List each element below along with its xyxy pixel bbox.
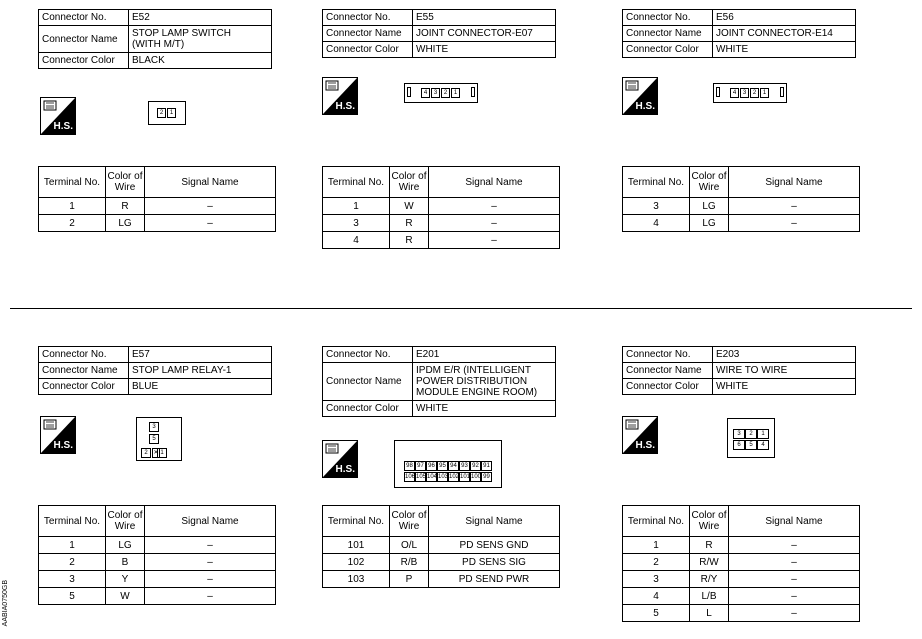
column-header: Terminal No.	[39, 167, 106, 198]
table-cell: R	[106, 198, 145, 215]
pin: 100	[471, 474, 482, 480]
pin: 96	[426, 461, 437, 471]
connector-info-table	[622, 346, 856, 395]
info-key: Connector Color	[323, 42, 413, 58]
info-row	[323, 401, 556, 417]
table-cell: 2	[39, 215, 106, 232]
info-key: Connector Name	[39, 26, 129, 53]
table-cell: R	[690, 537, 729, 554]
pin: 93	[459, 461, 470, 471]
figure-code: AABIA0750GB	[2, 580, 9, 627]
info-value: WHITE	[713, 42, 856, 58]
column-header: Terminal No.	[323, 167, 390, 198]
table-cell: 5	[39, 588, 106, 605]
column-header: Signal Name	[729, 506, 860, 537]
harness-side-icon	[322, 440, 358, 478]
table-cell: LG	[690, 198, 729, 215]
table-cell: 4	[623, 588, 690, 605]
table-cell: PD SEND PWR	[429, 571, 560, 588]
connector-info-table	[38, 346, 272, 395]
info-value: E55	[413, 10, 556, 26]
info-value: E203	[713, 347, 856, 363]
pin: 97	[415, 461, 426, 471]
hs-label: H.S.	[53, 121, 73, 132]
info-row	[39, 53, 272, 69]
pin: 2	[441, 88, 450, 98]
harness-side-icon	[40, 97, 76, 135]
terminal-table	[322, 166, 560, 249]
table-cell: 103	[323, 571, 390, 588]
pin: 4	[730, 88, 739, 98]
table-row	[39, 571, 276, 588]
column-header: Terminal No.	[323, 506, 390, 537]
info-row	[323, 10, 556, 26]
pin: 92	[470, 461, 481, 471]
info-value: JOINT CONNECTOR-E14	[713, 26, 856, 42]
column-header: Terminal No.	[623, 167, 690, 198]
harness-side-icon	[40, 416, 76, 454]
connector-face	[136, 417, 182, 461]
table-cell: LG	[106, 537, 145, 554]
table-cell: –	[729, 588, 860, 605]
connector-info-table	[322, 9, 556, 58]
table-row	[323, 554, 560, 571]
table-cell: 1	[39, 537, 106, 554]
terminal-table	[38, 166, 276, 232]
info-key: Connector Color	[39, 53, 129, 69]
column-header: Signal Name	[429, 167, 560, 198]
table-cell: 5	[623, 605, 690, 622]
table-cell: –	[729, 537, 860, 554]
info-row	[323, 347, 556, 363]
table-cell: 1	[323, 198, 390, 215]
info-key: Connector No.	[39, 347, 129, 363]
info-row	[623, 26, 856, 42]
pin: 2	[750, 88, 759, 98]
info-key: Connector Name	[323, 26, 413, 42]
table-row	[39, 537, 276, 554]
info-value: WHITE	[413, 401, 556, 417]
terminal-header-row	[323, 506, 560, 537]
info-value: BLACK	[129, 53, 272, 69]
table-cell: R	[390, 232, 429, 249]
harness-side-icon	[622, 416, 658, 454]
table-cell: –	[145, 198, 276, 215]
table-cell: PD SENS GND	[429, 537, 560, 554]
info-value: STOP LAMP RELAY-1	[129, 363, 272, 379]
info-row	[39, 379, 272, 395]
table-cell: R/B	[390, 554, 429, 571]
table-cell: 3	[623, 198, 690, 215]
pin: 1	[451, 88, 460, 98]
table-cell: –	[729, 554, 860, 571]
info-row	[39, 363, 272, 379]
pin: 2	[745, 429, 757, 439]
info-key: Connector No.	[323, 347, 413, 363]
info-key: Connector Color	[623, 379, 713, 395]
pin: 1	[757, 429, 769, 439]
hs-label: H.S.	[335, 101, 355, 112]
connector-info-table	[322, 346, 556, 417]
connector-face	[727, 418, 775, 458]
pin: 3	[740, 88, 749, 98]
table-cell: P	[390, 571, 429, 588]
pin: 101	[460, 474, 471, 480]
info-value: E201	[413, 347, 556, 363]
latch	[471, 87, 475, 97]
table-row	[39, 215, 276, 232]
hs-label: H.S.	[53, 440, 73, 451]
info-value: E56	[713, 10, 856, 26]
info-row	[39, 347, 272, 363]
table-cell: L/B	[690, 588, 729, 605]
terminal-table	[38, 505, 276, 605]
table-row	[323, 537, 560, 554]
table-cell: R/Y	[690, 571, 729, 588]
info-row	[323, 26, 556, 42]
connector-info-table	[38, 9, 272, 69]
connector-face	[713, 83, 787, 103]
table-row	[623, 198, 860, 215]
connector-face	[404, 83, 478, 103]
pin: 4	[757, 440, 769, 450]
info-key: Connector Color	[623, 42, 713, 58]
info-key: Connector Name	[623, 26, 713, 42]
info-key: Connector No.	[623, 10, 713, 26]
table-cell: R	[390, 215, 429, 232]
column-header: Signal Name	[145, 506, 276, 537]
latch	[407, 87, 411, 97]
pin: 2	[157, 108, 166, 118]
pin: 2	[141, 448, 151, 458]
table-cell: L	[690, 605, 729, 622]
table-row	[623, 215, 860, 232]
table-cell: PD SENS SIG	[429, 554, 560, 571]
column-header: Color of Wire	[390, 506, 429, 537]
pin: 3	[431, 88, 440, 98]
table-cell: W	[106, 588, 145, 605]
pin: 103	[438, 474, 449, 480]
table-cell: R/W	[690, 554, 729, 571]
info-value: STOP LAMP SWITCH (WITH M/T)	[129, 26, 272, 53]
pin: 91	[481, 461, 492, 471]
column-header: Terminal No.	[39, 506, 106, 537]
info-row	[623, 379, 856, 395]
table-row	[623, 605, 860, 622]
info-value: WHITE	[413, 42, 556, 58]
table-row	[323, 215, 560, 232]
table-cell: –	[729, 198, 860, 215]
column-header: Signal Name	[429, 506, 560, 537]
blank-cavity: ✕	[153, 450, 159, 456]
pin: 5	[149, 434, 159, 444]
table-cell: 3	[623, 571, 690, 588]
info-row	[39, 26, 272, 53]
table-cell: 4	[323, 232, 390, 249]
table-cell: 101	[323, 537, 390, 554]
terminal-table	[622, 505, 860, 622]
info-value: IPDM E/R (INTELLIGENT POWER DISTRIBUTION MODULE ENGINE ROOM)	[413, 363, 556, 401]
latch	[780, 87, 784, 97]
info-row	[623, 42, 856, 58]
pin: 1	[760, 88, 769, 98]
terminal-header-row	[623, 506, 860, 537]
table-cell: –	[729, 571, 860, 588]
info-key: Connector Name	[623, 363, 713, 379]
table-row	[623, 588, 860, 605]
info-value: WHITE	[713, 379, 856, 395]
column-header: Signal Name	[145, 167, 276, 198]
table-cell: 3	[323, 215, 390, 232]
pin: 95	[437, 461, 448, 471]
info-key: Connector Name	[39, 363, 129, 379]
info-row	[623, 347, 856, 363]
table-cell: LG	[690, 215, 729, 232]
table-cell: –	[729, 215, 860, 232]
harness-side-icon	[622, 77, 658, 115]
table-cell: 1	[39, 198, 106, 215]
pin: 5	[745, 440, 757, 450]
pin: 1	[167, 108, 176, 118]
info-key: Connector Color	[39, 379, 129, 395]
connector-info-table	[622, 9, 856, 58]
table-cell: –	[429, 215, 560, 232]
info-row	[323, 42, 556, 58]
info-value: BLUE	[129, 379, 272, 395]
table-cell: O/L	[390, 537, 429, 554]
latch	[716, 87, 720, 97]
column-header: Color of Wire	[106, 167, 145, 198]
pin: 106	[405, 474, 416, 480]
column-header: Terminal No.	[623, 506, 690, 537]
table-cell: –	[145, 571, 276, 588]
table-cell: B	[106, 554, 145, 571]
table-cell: 1	[623, 537, 690, 554]
terminal-header-row	[323, 167, 560, 198]
terminal-table	[322, 505, 560, 588]
pin: 6	[733, 440, 745, 450]
info-key: Connector Name	[323, 363, 413, 401]
connector-face	[394, 440, 502, 488]
column-header: Signal Name	[729, 167, 860, 198]
connector-face	[148, 101, 186, 125]
table-row	[39, 554, 276, 571]
pin: 98	[404, 461, 415, 471]
column-header: Color of Wire	[690, 506, 729, 537]
table-row	[623, 554, 860, 571]
table-row	[623, 571, 860, 588]
table-cell: –	[145, 537, 276, 554]
terminal-header-row	[39, 506, 276, 537]
info-row	[623, 10, 856, 26]
info-value: WIRE TO WIRE	[713, 363, 856, 379]
pin: 1	[157, 448, 167, 458]
pin: 3	[149, 422, 159, 432]
info-key: Connector No.	[323, 10, 413, 26]
table-cell: –	[429, 232, 560, 249]
hs-label: H.S.	[335, 464, 355, 475]
table-cell: W	[390, 198, 429, 215]
info-key: Connector No.	[623, 347, 713, 363]
table-cell: 2	[39, 554, 106, 571]
table-cell: –	[145, 554, 276, 571]
info-key: Connector No.	[39, 10, 129, 26]
pin: 99	[481, 472, 492, 482]
info-value: E52	[129, 10, 272, 26]
column-header: Color of Wire	[690, 167, 729, 198]
pin: 104	[427, 474, 438, 480]
pin: 3	[733, 429, 745, 439]
info-value: E57	[129, 347, 272, 363]
hs-label: H.S.	[635, 101, 655, 112]
table-cell: 102	[323, 554, 390, 571]
table-row	[323, 571, 560, 588]
info-row	[623, 363, 856, 379]
table-cell: 2	[623, 554, 690, 571]
pin: 102	[449, 474, 460, 480]
pin: 105	[416, 474, 427, 480]
table-row	[39, 588, 276, 605]
table-row	[323, 198, 560, 215]
info-row	[39, 10, 272, 26]
table-cell: LG	[106, 215, 145, 232]
table-cell: Y	[106, 571, 145, 588]
hs-label: H.S.	[635, 440, 655, 451]
table-cell: –	[145, 215, 276, 232]
column-header: Color of Wire	[390, 167, 429, 198]
info-value: JOINT CONNECTOR-E07	[413, 26, 556, 42]
harness-side-icon	[322, 77, 358, 115]
info-row	[323, 363, 556, 401]
section-divider	[10, 308, 912, 309]
table-cell: 4	[623, 215, 690, 232]
pin: 4	[421, 88, 430, 98]
info-key: Connector Color	[323, 401, 413, 417]
table-cell: –	[729, 605, 860, 622]
table-cell: –	[145, 588, 276, 605]
table-cell: 3	[39, 571, 106, 588]
table-row	[39, 198, 276, 215]
table-row	[323, 232, 560, 249]
terminal-table	[622, 166, 860, 232]
pin: 94	[448, 461, 459, 471]
table-cell: –	[429, 198, 560, 215]
column-header: Color of Wire	[106, 506, 145, 537]
terminal-header-row	[39, 167, 276, 198]
terminal-header-row	[623, 167, 860, 198]
table-row	[623, 537, 860, 554]
